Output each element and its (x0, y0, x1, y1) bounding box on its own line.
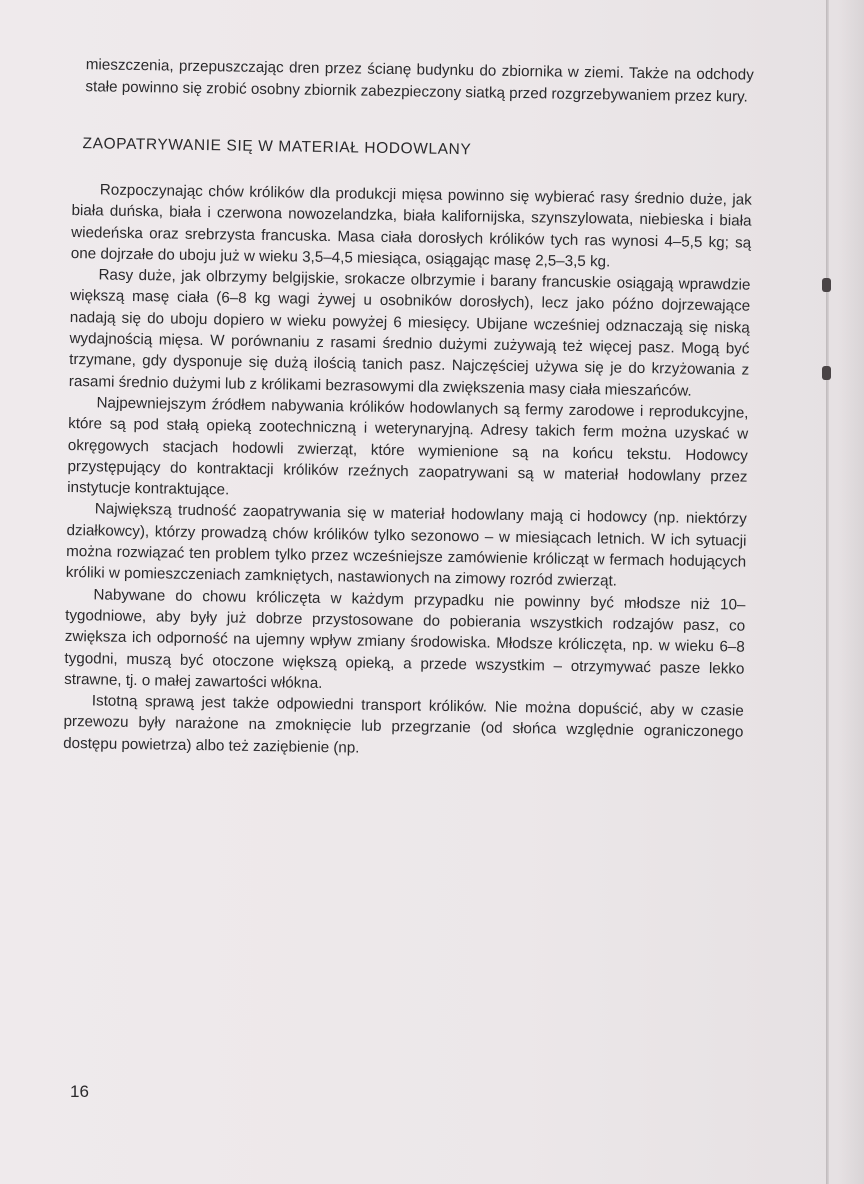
binding-mark (822, 366, 831, 380)
intro-paragraph: mieszczenia, przepuszczając dren przez ścianę budynku do zbiornika w ziemi. Także na odchody stałe powinno się zrobić osobny zbiornik zabezpieczony siatką przed rozgrzebywaniem przez kury. (85, 56, 754, 106)
paragraph: Istotną sprawą jest także odpowiedni transport królików. Nie można dopuścić, aby w czasie przewozu były narażone na zmoknięcie lub przegrzanie (od słońca względnie ograniczonego dostępu powietrza) albo też zaziębienie (np. (63, 692, 744, 757)
binding-mark (822, 278, 831, 292)
paragraph: Najpewniejszym źródłem nabywania królików hodowlanych są fermy zarodowe i reprodukcyjne, które są pod stałą opieką zootechniczną i weterynaryjną. Adresy takich ferm można uzyskać w okręgowych stacjach hodowli zwierząt, które wymienione są na końcu tekstu. Hodowcy przystępujący do kontraktacji królików rzeźnych zaopatrywani są w materiał hodowlany przez instytucje kontraktujące. (67, 394, 749, 499)
paragraph: Nabywane do chowu króliczęta w każdym przypadku nie powinny być młodsze niż 10–tygodniowe, aby były już dobrze przystosowane do pobierania wszystkich rodzajów pasz, co zwiększa ich odporność na ujemny wpływ zmiany środowiska. Młodsze króliczęta, np. w wieku 6–8 tygodni, muszą być otoczone większą opieką, a przede wszystkim – otrzymywać pasze lekko strawne, tj. o małej zawartości włókna. (64, 586, 746, 692)
page-content (63, 54, 754, 765)
paragraph: Rozpoczynając chów królików dla produkcji mięsa powinno się wybierać rasy średnio duże, jak biała duńska, biała i czerwona nowozelandzka, biała kalifornijska, szynszylowata, niebieska i biała wiedeńska oraz srebrzysta francuska. Masa ciała dorosłych królików tych ras wynosi 4–5,5 kg; są one dojrzałe do uboju już w wieku 3,5–4,5 miesiąca, osiągając masę 2,5–3,5 kg. (70, 181, 752, 271)
page-number: 16 (70, 1082, 89, 1101)
paragraph: Największą trudność zaopatrywania się w materiał hodowlany mają ci hodowcy (np. niektórzy działkowcy), którzy prowadzą chów królików tylko sezonowo – w miesiącach letnich. W ich sytuacji można rozwiązać ten problem tylko przez wcześniejsze zamówienie królicząt w fermach hodujących króliki w pomieszczeniach zamkniętych, nastawionych na zimowy rozród zwierząt. (65, 500, 747, 590)
section-heading: ZAOPATRYWANIE SIĘ W MATERIAŁ HODOWLANY (82, 135, 472, 159)
page-edge (826, 0, 829, 1184)
paragraph: Rasy duże, jak olbrzymy belgijskie, srokacze olbrzymie i barany francuskie osiągają wprawdzie większą masę ciała (6–8 kg wagi żywej u osobników dorosłych), lecz jako późno dojrzewające nadają się do uboju dopiero w wieku powyżej 6 miesięcy. Ubijane wcześniej odznaczają się niską wydajnością mięsa. W porównaniu z rasami średnio dużymi zużywają też więcej pasz. Mogą być trzymane, gdy dysponuje się dużą ilością tanich pasz. Najczęściej używa się je do krzyżowania z rasami średnio dużymi lub z królikami bezrasowymi dla zwiększenia masy ciała mieszańców. (68, 266, 751, 400)
